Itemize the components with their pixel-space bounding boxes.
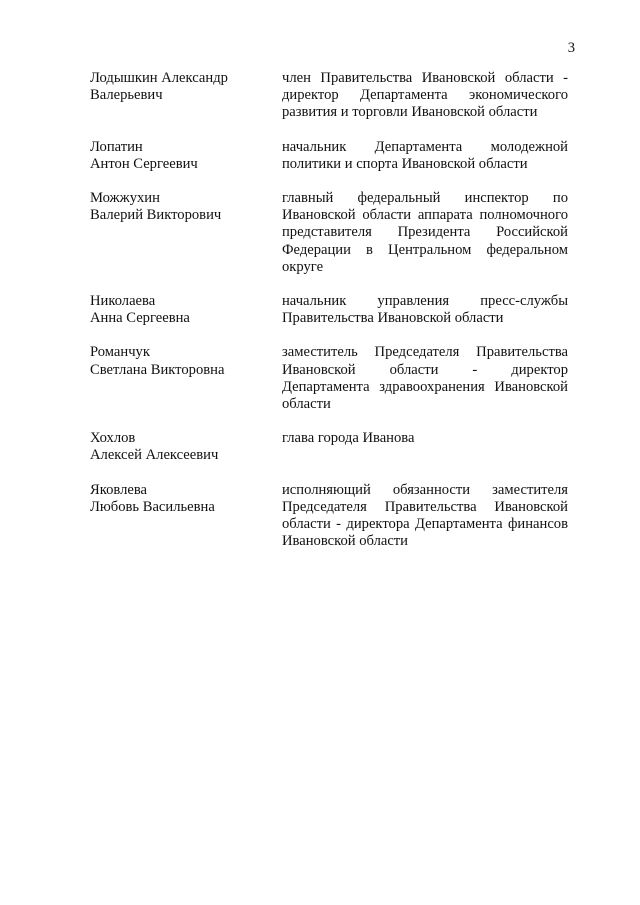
member-name — [90, 430, 282, 464]
member-name — [90, 344, 282, 378]
member-name — [90, 190, 282, 224]
member-position: исполняющий обязанности заместителя Председателя Правительства Ивановской области - директора Департамента финансов Ивановской области — [282, 481, 568, 550]
member-name — [90, 293, 282, 327]
member-surname: Яковлева — [90, 481, 148, 498]
member-given-names: Любовь Васильевна — [90, 498, 215, 515]
member-entry — [90, 430, 568, 464]
member-name — [90, 70, 282, 104]
member-entry — [90, 139, 568, 173]
member-entry — [90, 190, 568, 276]
member-given-names: Светлана Викторовна — [90, 361, 225, 378]
member-surname: Лопатин — [90, 138, 143, 155]
member-position: глава города Иванова — [282, 430, 415, 447]
member-surname: Можжухин — [90, 190, 160, 207]
member-position: заместитель Председателя Правительства Ивановской области - директор Департамента здравоохранения Ивановской области — [282, 344, 568, 413]
member-entry — [90, 344, 568, 413]
member-entry — [90, 293, 568, 327]
member-name — [90, 139, 282, 173]
member-given-names: Валерьевич — [90, 87, 163, 104]
member-given-names: Валерий Викторович — [90, 207, 222, 224]
member-position: начальник Департамента молодежной политики и спорта Ивановской области — [282, 138, 568, 172]
member-entry — [90, 70, 568, 122]
page-number: 3 — [567, 40, 575, 56]
commission-member-list — [90, 70, 568, 550]
member-surname: Николаева — [90, 293, 156, 310]
member-given-names: Анна Сергеевна — [90, 310, 190, 327]
member-position: главный федеральный инспектор по Ивановской области аппарата полномочного представителя Президента Российской Федерации в Центральном федеральном округе — [282, 190, 568, 275]
member-surname: Лодышкин Александр — [90, 70, 228, 86]
member-surname: Романчук — [90, 344, 150, 361]
member-given-names: Антон Сергеевич — [90, 155, 198, 172]
member-name — [90, 482, 282, 516]
member-position: начальник управления пресс-службы Правительства Ивановской области — [282, 293, 568, 327]
member-entry — [90, 482, 568, 551]
member-given-names: Алексей Алексеевич — [90, 447, 219, 464]
member-surname: Хохлов — [90, 430, 136, 447]
member-position: член Правительства Ивановской области - директор Департамента экономического развития и торговли Ивановской области — [282, 70, 568, 121]
